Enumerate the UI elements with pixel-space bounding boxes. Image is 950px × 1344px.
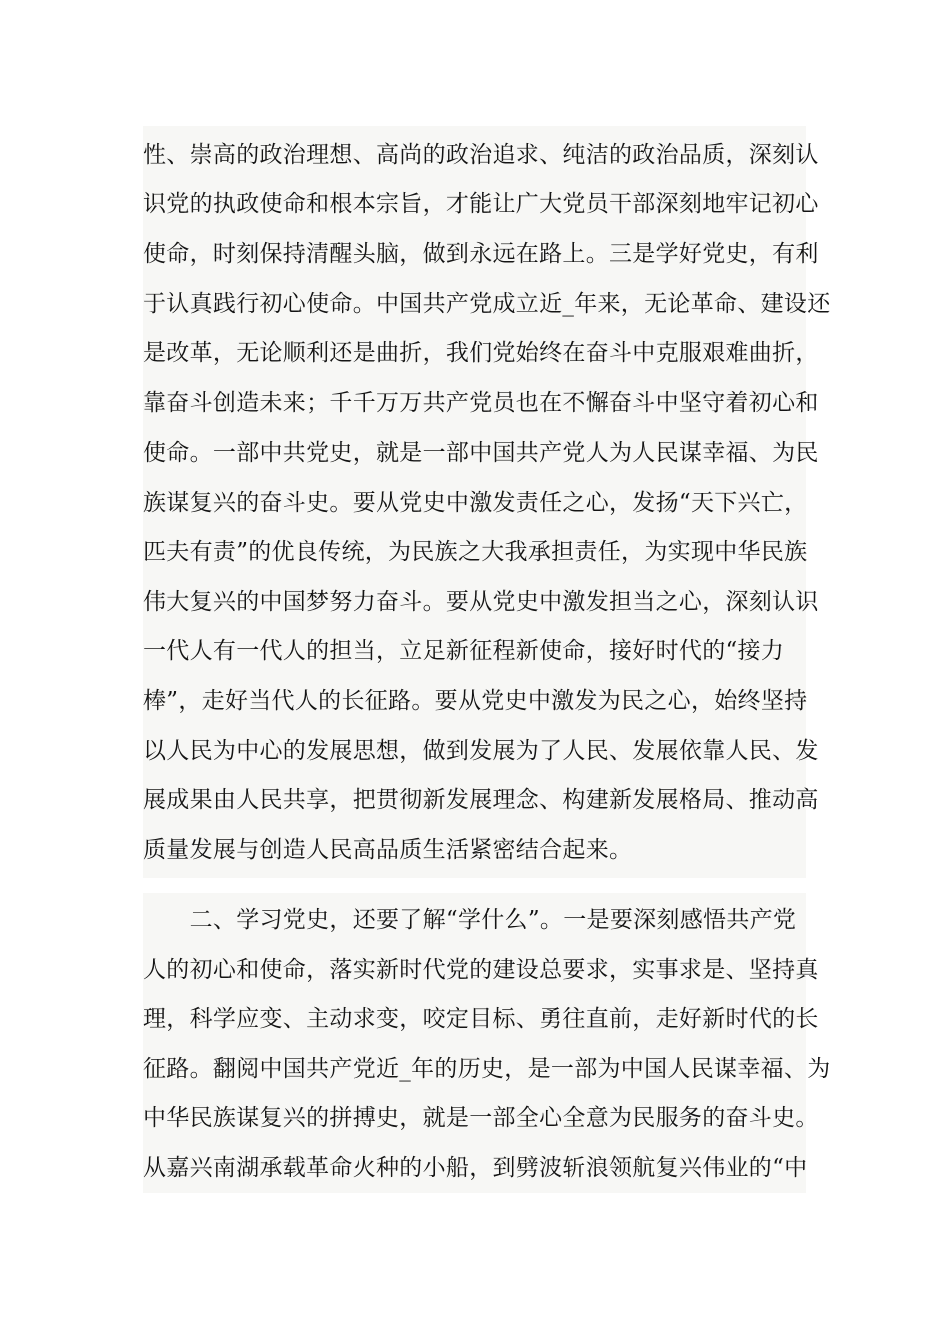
text-line: 人的初心和使命，落实新时代党的建设总要求，实事求是、坚持真 xyxy=(143,957,819,983)
text-line: 使命。一部中共党史，就是一部中国共产党人为人民谋幸福、为民 xyxy=(143,440,819,466)
text-line: 征路。翻阅中国共产党近_年的历史，是一部为中国人民谋幸福、为 xyxy=(143,1056,831,1082)
text-line: 一代人有一代人的担当，立足新征程新使命，接好时代的“接力 xyxy=(143,638,785,664)
text-line: 性、崇高的政治理想、高尚的政治追求、纯洁的政治品质，深刻认 xyxy=(143,142,819,168)
text-line: 理，科学应变、主动求变，咬定目标、勇往直前，走好新时代的长 xyxy=(143,1006,819,1032)
text-line: 是改革，无论顺利还是曲折，我们党始终在奋斗中克服艰难曲折， xyxy=(143,340,819,366)
text-line: 族谋复兴的奋斗史。要从党史中激发责任之心，发扬“天下兴亡， xyxy=(143,490,808,516)
text-line: 展成果由人民共享，把贯彻新发展理念、构建新发展格局、推动高 xyxy=(143,787,819,813)
paragraph-section-two xyxy=(143,893,831,1193)
text-line: 质量发展与创造人民高品质生活紧密结合起来。 xyxy=(143,837,633,863)
text-line: 于认真践行初心使命。中国共产党成立近_年来，无论革命、建设还 xyxy=(143,291,831,317)
text-line: 匹夫有责”的优良传统，为民族之大我承担责任，为实现中华民族 xyxy=(143,539,808,565)
text-line: 从嘉兴南湖承载革命火种的小船，到劈波斩浪领航复兴伟业的“中 xyxy=(143,1155,808,1181)
text-line: 以人民为中心的发展思想，做到发展为了人民、发展依靠人民、发 xyxy=(143,738,819,764)
text-line: 棒”，走好当代人的长征路。要从党史中激发为民之心，始终坚持 xyxy=(143,688,808,714)
text-line: 使命，时刻保持清醒头脑，做到永远在路上。三是学好党史，有利 xyxy=(143,241,819,267)
text-line: 靠奋斗创造未来；千千万万共产党员也在不懈奋斗中坚守着初心和 xyxy=(143,390,819,416)
text-line: 识党的执政使命和根本宗旨，才能让广大党员干部深刻地牢记初心 xyxy=(143,191,819,217)
text-line: 中华民族谋复兴的拼搏史，就是一部全心全意为民服务的奋斗史。 xyxy=(143,1105,819,1131)
paragraph-continued xyxy=(143,126,831,878)
text-line: 伟大复兴的中国梦努力奋斗。要从党史中激发担当之心，深刻认识 xyxy=(143,589,819,615)
text-line: 二、学习党史，还要了解“学什么”。一是要深刻感悟共产党 xyxy=(143,907,797,933)
